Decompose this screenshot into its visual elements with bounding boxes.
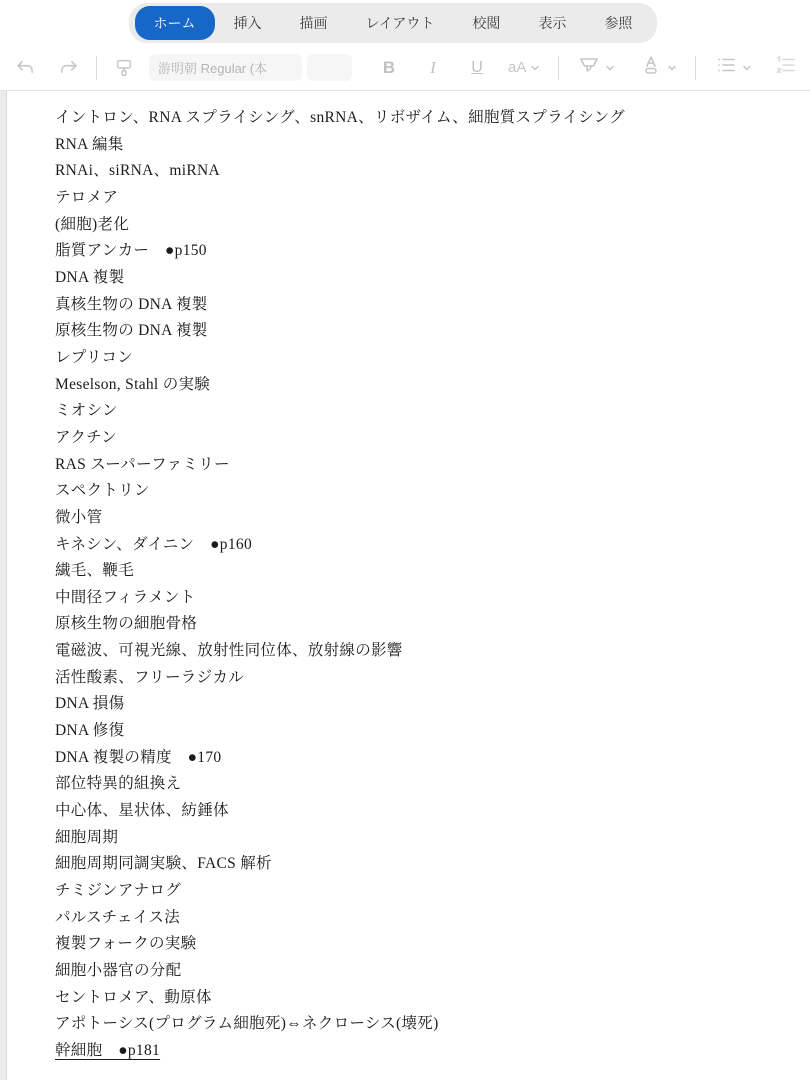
tab-review[interactable]: 校閲 [472, 14, 501, 31]
document-line[interactable]: レプリコン [55, 348, 134, 366]
document-line[interactable]: DNA 複製の精度 ●170 [55, 748, 222, 766]
redo-icon [58, 57, 80, 79]
bullet-list-button[interactable] [714, 53, 752, 82]
formatting-toolbar [0, 45, 810, 90]
document-line[interactable]: 複製フォークの実験 [55, 935, 197, 953]
document-area [0, 90, 810, 1080]
bullet-list-icon [714, 53, 738, 82]
document-line[interactable]: 細胞小器官の分配 [55, 962, 182, 979]
document-line[interactable]: パルスチェイス法 [55, 908, 181, 926]
document-line[interactable]: 部位特異的組換え [55, 775, 182, 793]
document-line[interactable]: Meselson, Stahl の実験 [55, 375, 211, 393]
document-line[interactable]: アポトーシス(プログラム細胞死)⇔ネクローシス(壊死) [55, 1015, 439, 1033]
tab-references[interactable]: 参照 [604, 14, 633, 31]
toolbar-divider [558, 56, 559, 80]
document-line[interactable]: 原核生物の細胞骨格 [55, 615, 198, 633]
document-line[interactable]: 活性酸素、フリーラジカル [55, 668, 244, 686]
document-line[interactable]: イントロン、RNA スプライシング、snRNA、リボザイム、細胞質スプライシング [55, 109, 625, 126]
app-background-strip [0, 91, 7, 1080]
font-color-icon [639, 53, 663, 82]
document-line[interactable]: RAS スーパーファミリー [55, 455, 230, 473]
document-line[interactable]: 真核生物の DNA 複製 [55, 295, 208, 313]
toolbar-divider [695, 56, 696, 80]
numbered-list-icon [774, 53, 798, 82]
change-case-button[interactable] [508, 59, 540, 76]
document-line[interactable]: スペクトリン [55, 482, 150, 500]
document-line[interactable]: 中間径フィラメント [55, 588, 196, 606]
change-case-label: aA [508, 59, 527, 76]
font-color-button[interactable] [639, 53, 677, 82]
highlighter-icon [577, 53, 601, 82]
ribbon-tab-row [0, 0, 810, 45]
document-line[interactable]: 微小管 [55, 508, 103, 526]
font-name-value: 游明朝 Regular (本 [158, 61, 268, 76]
tab-insert[interactable]: 挿入 [233, 14, 262, 31]
chevron-down-icon [530, 63, 540, 73]
numbered-list-button[interactable] [774, 53, 798, 82]
format-painter-icon [113, 57, 135, 79]
document-lines [55, 105, 790, 1065]
document-line[interactable]: キネシン、ダイニン ●p160 [55, 535, 252, 553]
document-line[interactable]: (細胞)老化 [55, 215, 130, 233]
document-line[interactable]: チミジンアナログ [55, 882, 182, 900]
chevron-down-icon [605, 63, 615, 73]
highlight-color-button[interactable] [577, 53, 615, 82]
italic-button[interactable]: I [430, 57, 436, 77]
document-line[interactable]: DNA 修復 [55, 722, 125, 740]
font-size-select[interactable] [307, 54, 352, 81]
bold-button[interactable]: B [382, 57, 396, 77]
document-line[interactable]: 細胞周期 [55, 828, 119, 846]
underline-button[interactable]: U [471, 58, 483, 76]
redo-button[interactable] [58, 57, 80, 79]
document-line[interactable]: 細胞周期同調実験、FACS 解析 [55, 855, 272, 873]
document-line[interactable]: 脂質アンカー ●p150 [55, 242, 207, 260]
document-line[interactable]: テロメア [55, 188, 119, 206]
tab-view[interactable]: 表示 [538, 14, 567, 31]
toolbar-divider [96, 56, 97, 80]
document-line[interactable]: セントロメア、動原体 [55, 988, 212, 1006]
tab-home[interactable]: ホーム [135, 6, 215, 40]
document-page[interactable] [7, 91, 810, 1080]
document-line[interactable]: 幹細胞 ●p181 [55, 1041, 161, 1059]
document-line[interactable]: 繊毛、鞭毛 [55, 562, 135, 580]
chevron-down-icon [667, 63, 677, 73]
chevron-down-icon [742, 63, 752, 73]
document-line[interactable]: 原核生物の DNA 複製 [55, 322, 208, 340]
tab-draw[interactable]: 描画 [299, 14, 328, 31]
document-line[interactable]: DNA 複製 [55, 268, 125, 286]
document-line[interactable]: ミオシン [55, 402, 118, 420]
document-line[interactable]: RNA 編集 [55, 135, 124, 153]
document-line[interactable]: 電磁波、可視光線、放射性同位体、放射線の影響 [55, 642, 403, 660]
ribbon-tabbar [129, 3, 658, 43]
document-line[interactable]: アクチン [55, 428, 117, 446]
document-line[interactable]: 中心体、星状体、紡錘体 [55, 802, 229, 820]
format-painter-button[interactable] [113, 57, 135, 79]
document-line[interactable]: RNAi、siRNA、miRNA [55, 162, 220, 180]
undo-icon [14, 57, 36, 79]
undo-button[interactable] [14, 57, 36, 79]
font-name-select[interactable] [149, 54, 302, 81]
tab-layout[interactable]: レイアウト [365, 14, 435, 31]
document-line[interactable]: DNA 損傷 [55, 695, 125, 713]
